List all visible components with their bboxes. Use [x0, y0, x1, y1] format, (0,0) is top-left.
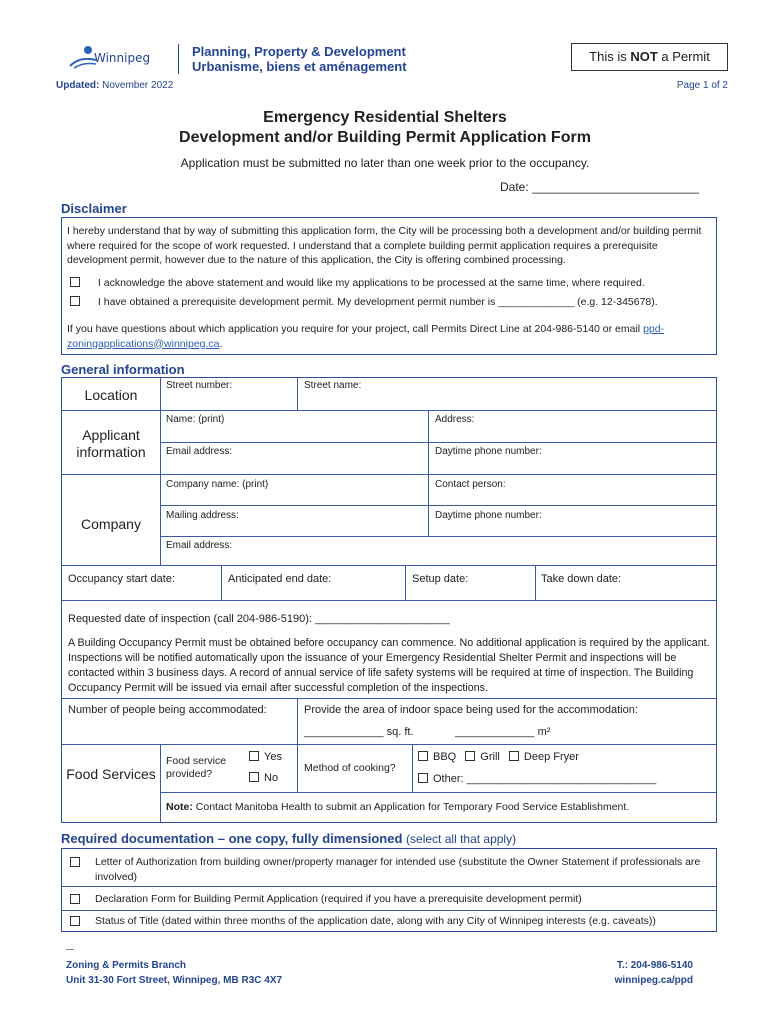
other-cooking-field[interactable]: Other: _______________________________ — [433, 773, 657, 785]
indoor-area-label: Provide the area of indoor space being used for the accommodation: — [304, 704, 638, 716]
applicant-phone-field[interactable]: Daytime phone number: — [435, 446, 542, 457]
food-yes-checkbox[interactable] — [249, 751, 259, 761]
footer-branch: Zoning & Permits Branch — [66, 960, 187, 971]
location-label: Location — [84, 387, 138, 403]
contact-end: . — [219, 337, 223, 350]
occupancy-permit-text: A Building Occupancy Permit must be obtained before occupancy can commence. No additional application is required by the applicant. Inspections will be notified automatically upon the issuance of your Emergency Residential Shelter Permit and inspections will be contacted within 3 business days. A record of annual service of life safety systems will be required at time of inspection. The Building Occupancy Permit will be issued via email after successful completion of the inspections. — [68, 637, 710, 694]
food-no-checkbox[interactable] — [249, 772, 259, 782]
department-name-en: Planning, Property & Development — [192, 44, 406, 59]
updated-line — [56, 80, 173, 91]
title-line-2: Development and/or Building Permit Application Form — [179, 129, 591, 146]
applicant-name-field[interactable]: Name: (print) — [166, 414, 225, 425]
other-checkbox[interactable] — [418, 773, 428, 783]
title-line-1: Emergency Residential Shelters — [263, 109, 507, 126]
food-yes-label: Yes — [264, 751, 282, 763]
contact-text: If you have questions about which application you require for your project, call Permits Direct Line at 204-986-5140 or email — [67, 323, 641, 335]
page-number — [677, 80, 728, 91]
footer-address: Unit 31-30 Fort Street, Winnipeg, MB R3C 4X7 — [66, 975, 283, 986]
updated-value: November 2022 — [102, 80, 174, 91]
department-name-fr: Urbanisme, biens et aménagement — [192, 59, 407, 74]
cooking-method-label: Method of cooking? — [304, 762, 396, 774]
company-phone-field[interactable]: Daytime phone number: — [435, 510, 542, 521]
contact-person-field[interactable]: Contact person: — [435, 479, 506, 490]
title-status-checkbox[interactable] — [70, 916, 80, 926]
dev-permit-label: I have obtained a prerequisite development permit. My development permit number is _____________ (e.g. 12-345678). — [97, 296, 658, 308]
required-item-declaration[interactable] — [70, 892, 710, 907]
footer-phone: T.: 204-986-5140 — [616, 960, 693, 971]
zoning-email-link[interactable]: ppd-zoningapplications@winnipeg.ca — [67, 323, 665, 350]
setup-date-field[interactable]: Setup date: — [412, 573, 469, 585]
occupancy-start-field[interactable]: Occupancy start date: — [68, 573, 175, 585]
area-sqft-field[interactable]: _____________ sq. ft. — [304, 726, 414, 738]
declaration-label: Declaration Form for Building Permit Application (required if you have a prerequisite development permit) — [95, 893, 582, 905]
authorization-label: Letter of Authorization from building owner/property manager for intended use (substitute the Owner Statement if professionals are involved) — [95, 856, 701, 883]
declaration-checkbox[interactable] — [70, 894, 80, 904]
company-label: Company — [81, 516, 141, 532]
form-title — [0, 108, 770, 148]
food-provided-label: Food service provided? — [166, 755, 227, 780]
note-text: Contact Manitoba Health to submit an Application for Temporary Food Service Establishment. — [195, 801, 630, 813]
date-field[interactable]: Date: _________________________ — [500, 180, 699, 194]
updated-label: Updated: — [56, 80, 100, 91]
header-divider — [178, 44, 179, 74]
company-name-field[interactable]: Company name: (print) — [166, 479, 269, 490]
contact-info — [67, 322, 712, 351]
applicant-label-text: Applicant information — [76, 427, 146, 460]
applicant-address-field[interactable]: Address: — [435, 414, 475, 425]
required-docs-heading — [61, 831, 516, 846]
food-no-option[interactable] — [249, 772, 278, 784]
footer-mark — [66, 949, 74, 950]
acknowledge-label: I acknowledge the above statement and would like my applications to be processed at the same time, where required. — [97, 277, 645, 289]
area-m2-field[interactable]: _____________ m² — [455, 726, 551, 738]
required-docs-title: Required documentation – one copy, fully dimensioned — [61, 831, 403, 846]
required-item-authorization[interactable] — [70, 855, 710, 884]
footer-web-link[interactable]: winnipeg.ca/ppd — [614, 975, 693, 986]
disclaimer-heading: Disclaimer — [61, 201, 127, 216]
company-email-field[interactable]: Email address: — [166, 540, 233, 551]
required-docs-suffix: (select all that apply) — [406, 832, 517, 846]
required-item-title[interactable] — [70, 914, 715, 929]
food-note — [166, 801, 629, 813]
authorization-checkbox[interactable] — [70, 857, 80, 867]
street-number-field[interactable]: Street number: — [166, 380, 233, 391]
deep-fryer-checkbox[interactable] — [509, 751, 519, 761]
bbq-checkbox[interactable] — [418, 751, 428, 761]
applicant-label — [62, 427, 160, 461]
other-cooking-option[interactable] — [418, 773, 656, 785]
street-name-field[interactable]: Street name: — [304, 380, 362, 391]
bbq-label: BBQ — [433, 751, 457, 763]
dev-permit-checkbox-row[interactable] — [70, 295, 715, 310]
applicant-email-field[interactable]: Email address: — [166, 446, 233, 457]
acknowledge-checkbox[interactable] — [70, 277, 80, 287]
form-subtitle: Application must be submitted no later than one week prior to the occupancy. — [180, 156, 590, 170]
grill-checkbox[interactable] — [465, 751, 475, 761]
cooking-options-row — [418, 751, 579, 763]
deep-fryer-label: Deep Fryer — [523, 751, 579, 763]
not-permit-box — [571, 43, 728, 71]
dev-permit-checkbox[interactable] — [70, 296, 80, 306]
footer-right — [615, 958, 693, 988]
title-status-label: Status of Title (dated within three months of the application date, along with any City of Winnipeg interests (e.g. caveats)) — [95, 915, 656, 927]
acknowledge-checkbox-row[interactable] — [70, 276, 710, 291]
anticipated-end-field[interactable]: Anticipated end date: — [228, 573, 332, 585]
grill-label: Grill — [480, 751, 500, 763]
inspection-date-field[interactable]: Requested date of inspection (call 204-986-5190): ______________________ — [68, 613, 450, 625]
general-info-heading: General information — [61, 362, 185, 377]
not-permit-label: This is NOT a Permit — [589, 49, 710, 64]
disclaimer-text: I hereby understand that by way of submitting this application form, the City will be processing both a development and/or building permit where required for the scope of work requested. I understand that a complete building permit application requires a prerequisite development permit, however due to the nature of this application, the City is offering combined processing. — [67, 225, 702, 266]
mailing-address-field[interactable]: Mailing address: — [166, 510, 239, 521]
food-no-label: No — [264, 772, 279, 784]
logo-text: Winnipeg — [94, 51, 151, 65]
food-yes-option[interactable] — [249, 751, 282, 763]
footer-left — [66, 958, 282, 988]
note-label: Note: — [166, 801, 193, 813]
people-count-field[interactable]: Number of people being accommodated: — [68, 704, 267, 716]
food-services-label: Food Services — [66, 766, 156, 782]
page-number-text: Page 1 of 2 — [676, 80, 728, 91]
takedown-date-field[interactable]: Take down date: — [541, 573, 622, 585]
city-logo — [68, 42, 168, 72]
